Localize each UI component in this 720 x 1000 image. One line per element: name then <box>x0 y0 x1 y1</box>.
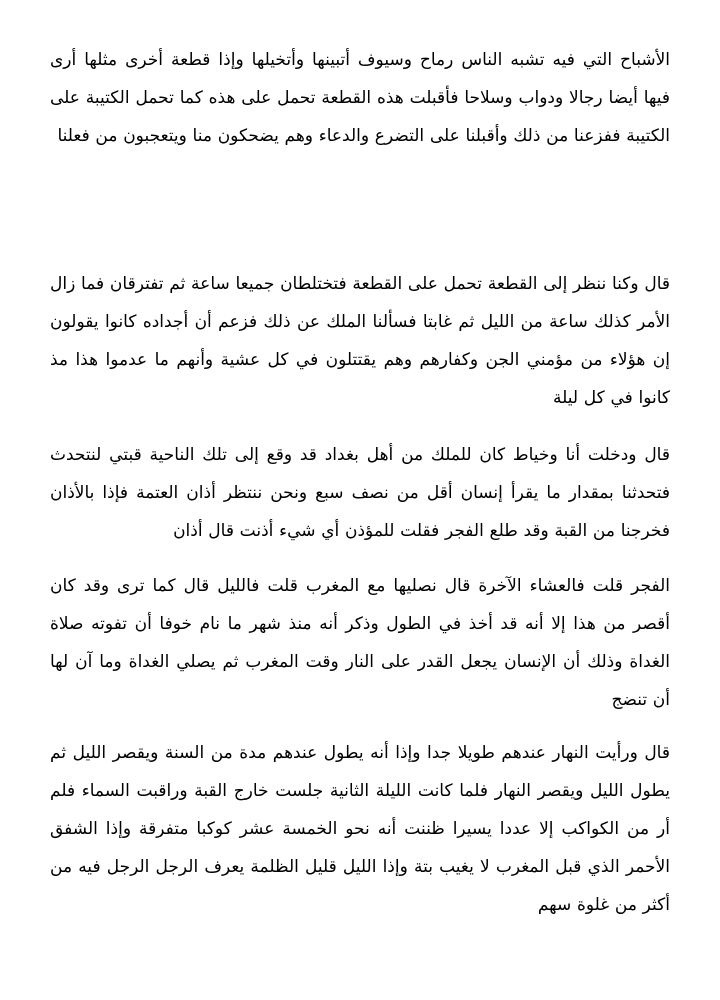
paragraph-1: الأشباح التي فيه تشبه الناس رماح وسيوف أتبينها وأتخيلها وإذا قطعة أخرى مثلها أرى فيها أيضا رجالا ودواب وسلاحا فأقبلت هذه القطعة تحمل على هذه كما تحمل الكتيبة على الكتيبة ففزعنا من ذلك وأقبلنا على التضرع والدعاء وهم يضحكون منا ويتعجبون من فعلنا <box>50 50 670 145</box>
paragraph-5: قال ورأيت النهار عندهم طويلا جدا وإذا أنه يطول عندهم مدة من السنة ويقصر الليل ثم يطول الليل ويقصر النهار فلما كانت الليلة الثانية جلست خارج القبة وراقبت السماء فلم أر من الكواكب إلا عددا يسيرا ظننت أنه نحو الخمسة عشر كوكبا متفرقة وإذا الشفق الأحمر الذي قبل المغرب لا يغيب بتة وإذا الليل قليل الظلمة يعرف الرجل الرجل فيه من أكثر من غلوة سهم <box>50 743 670 914</box>
paragraph-3: قال ودخلت أنا وخياط كان للملك من أهل بغداد قد وقع إلى تلك الناحية قبتي لنتحدث فتحدثنا بمقدار ما يقرأ إنسان أقل من نصف سبع ونحن ننتظر أذان العتمة فإذا بالأذان فخرجنا من القبة وقد طلع الفجر فقلت للمؤذن أي شيء أذنت قال أذان <box>50 445 670 540</box>
paragraph-4: الفجر قلت فالعشاء الآخرة قال نصليها مع المغرب قلت فالليل قال كما ترى وقد كان أقصر من هذا إلا أنه قد أخذ في الطول وذكر أنه منذ شهر ما نام خوفا أن تفوته صلاة الغداة وذلك أن الإنسان يجعل القدر على النار وقت المغرب ثم يصلي الغداة وما آن لها أن تنضج <box>50 576 670 709</box>
paragraph-2: قال وكنا ننظر إلى القطعة تحمل على القطعة فتختلطان جميعا ساعة ثم تفترقان فما زال الأمر كذلك ساعة من الليل ثم غابتا فسألنا الملك عن ذلك فزعم أن أجداده كانوا يقولون إن هؤلاء من مؤمني الجن وكفارهم وهم يقتتلون في كل عشية وأنهم ما عدموا هذا مذ كانوا في كل ليلة <box>50 274 670 407</box>
